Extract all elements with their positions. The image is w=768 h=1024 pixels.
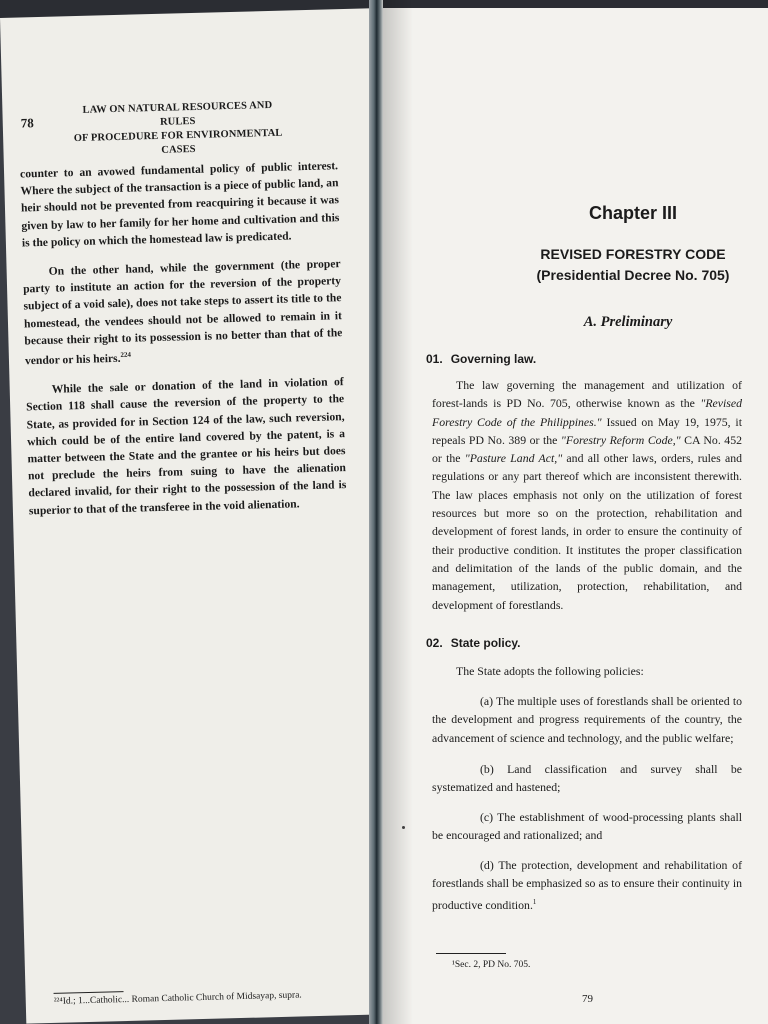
right-footnote: ¹Sec. 2, PD No. 705. xyxy=(452,960,531,970)
running-header-line-1: LAW ON NATURAL RESOURCES AND RULES xyxy=(82,99,273,128)
policy-item-c: (c) The establishment of wood-processing plants shall be encouraged and rationalized; and xyxy=(432,810,742,843)
left-footnote: ²²⁴Id.; 1...Catholic... Roman Catholic Church of Midsayap, supra. xyxy=(53,990,302,1007)
heading-01-text: Governing law. xyxy=(450,352,537,366)
footnote-ref-224: 224 xyxy=(120,350,132,359)
heading-02-text: State policy. xyxy=(450,636,521,650)
chapter-title-line-1: REVISED FORESTRY CODE xyxy=(540,246,726,262)
chapter-heading: Chapter III xyxy=(588,203,677,223)
policy-item-a: (a) The multiple uses of forestlands shall be oriented to the development and progress requirements of the country, the advancement of science and technology, and the public welfare; xyxy=(432,694,742,745)
running-header-line-2: OF PROCEDURE FOR ENVIRONMENTAL CASES xyxy=(73,127,283,156)
policy-item-d-wrap xyxy=(432,856,742,914)
left-page xyxy=(0,8,398,1023)
left-paragraph-3: While the sale or donation of the land in violation of Section 118 shall cause the reversion of the property to the State, as provided for in Section 124 of the law, such reversion, which could be of the entire land covered by the patent, is a matter between the State and the grantee or his heirs but does not preclude the heirs from suing to have the alienation declared invalid, for their right to the possession of the land is superior to that of the transferee in the void alienation. xyxy=(26,375,347,517)
p1-text-c: Issued on May 19, 1975, it repeals PD No. 389 or the xyxy=(432,414,742,447)
running-header xyxy=(72,99,283,160)
policy-item-d: (d) The protection, development and rehabilitation of forestlands shall be emphasized so as to ensure their continuity in productive condition. xyxy=(432,858,742,912)
left-paragraph-2: On the other hand, while the government (the proper party to institute an action for the reversion of the property subject of a void sale), does not take steps to assert its title to the homestead, the vendees should not be allowed to remain in it because their right to its possession is no better than that of the vendor or his heirs. xyxy=(22,257,343,368)
state-policy-intro: The State adopts the following policies: xyxy=(456,664,644,678)
chapter-title xyxy=(488,244,768,286)
p1-reform-code: "Forestry Reform Code," xyxy=(560,432,681,447)
page-speck xyxy=(402,826,405,829)
right-page-number: 79 xyxy=(582,993,593,1005)
heading-state-policy xyxy=(426,636,520,650)
left-paragraph-2-wrap xyxy=(22,255,343,369)
p1-code-name: "Revised Forestry Code of the Philippines." xyxy=(432,396,742,429)
left-page-body xyxy=(20,157,347,531)
chapter-title-line-2: (Presidential Decree No. 705) xyxy=(536,267,730,283)
left-footnote-rule xyxy=(54,991,124,994)
left-page-number: 78 xyxy=(20,115,34,131)
policy-item-b: (b) Land classification and survey shall be systematized and hastened; xyxy=(432,762,742,795)
p1-text-e: CA No. 452 or the xyxy=(432,432,742,466)
book-gutter xyxy=(369,0,383,1024)
right-page xyxy=(378,8,768,1024)
heading-01-number: 01. xyxy=(426,352,443,366)
section-heading: A. Preliminary xyxy=(583,314,673,330)
p1-pasture-act: "Pasture Land Act," xyxy=(464,451,563,466)
right-footnote-rule xyxy=(436,953,506,954)
footnote-ref-1: 1 xyxy=(532,897,537,906)
heading-02-number: 02. xyxy=(426,636,443,650)
left-paragraph-1: counter to an avowed fundamental policy of public interest. Where the subject of the transaction is a piece of public land, an heir should not be prevented from reacquiring it because it was given by law to her family for her home and cultivation and this is the policy on which the homestead law is predicated. xyxy=(19,159,340,250)
p1-text-g: and all other laws, orders, rules and regulations or any part thereof which are inconsistent therewith. The law places emphasis not only on the utilization of forest resources but more so on the protection, rehabilitation and development of forest lands, in order to ensure the continuity of their productive condition. It institutes the proper classification and delimitation of the lands of the public domain, and the management, utilization, protection, rehabilitation, and development of forestlands. xyxy=(432,451,743,612)
heading-governing-law xyxy=(426,352,536,366)
p1-text-a: The law governing the management and utilization of forest-lands is PD No. 705, otherwise known as the xyxy=(432,378,742,411)
governing-law-paragraph xyxy=(432,376,742,614)
